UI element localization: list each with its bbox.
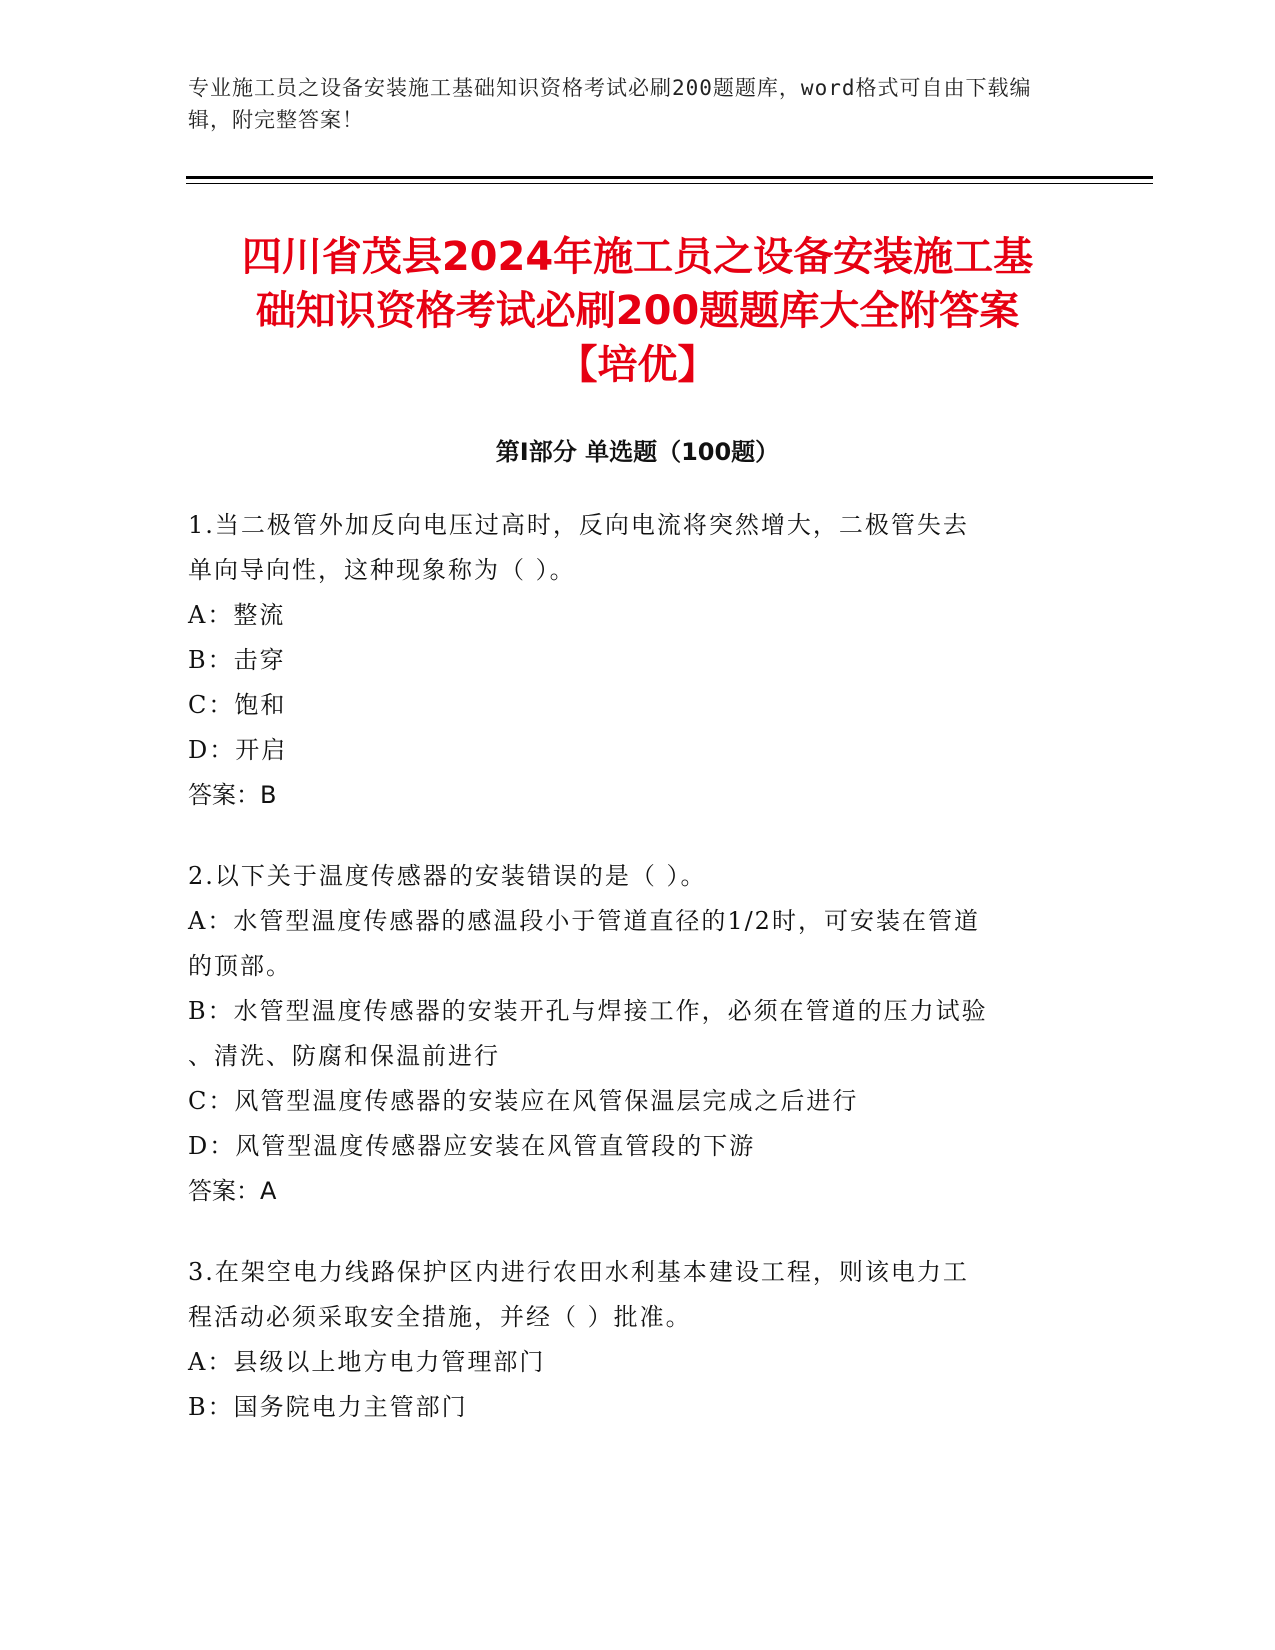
header-rule-thick <box>186 176 1153 179</box>
question-stem: 1.当二极管外加反向电压过高时，反向电流将突然增大，二极管失去 <box>188 511 969 539</box>
answer: 答案：B <box>188 781 277 809</box>
question-stem: 程活动必须采取安全措施，并经（ ）批准。 <box>188 1303 692 1331</box>
document-title <box>140 230 1135 392</box>
question-stem: 2.以下关于温度传感器的安装错误的是（ ）。 <box>188 862 707 890</box>
section-heading: 第Ⅰ部分 单选题（100题） <box>495 438 780 466</box>
option-b: B：国务院电力主管部门 <box>188 1393 468 1421</box>
option-a: A：整流 <box>188 601 286 629</box>
header-rule-thin <box>186 183 1153 184</box>
option-b: B：击穿 <box>188 646 286 674</box>
option-a-cont: 的顶部。 <box>188 952 292 980</box>
header-note: 专业施工员之设备安装施工基础知识资格考试必刷200题题库，word格式可自由下载编辑，附完整答案！ <box>188 76 1032 132</box>
question-3 <box>188 1250 1073 1430</box>
question-1 <box>188 503 1073 818</box>
option-c: C：风管型温度传感器的安装应在风管保温层完成之后进行 <box>188 1087 859 1115</box>
option-a: A：县级以上地方电力管理部门 <box>188 1348 546 1376</box>
answer: 答案：A <box>188 1177 277 1205</box>
title-line: 础知识资格考试必刷200题题库大全附答案 <box>255 288 1020 334</box>
question-stem: 3.在架空电力线路保护区内进行农田水利基本建设工程，则该电力工 <box>188 1258 969 1286</box>
option-b-cont: 、清洗、防腐和保温前进行 <box>188 1042 500 1070</box>
title-line: 四川省茂县2024年施工员之设备安装施工基 <box>241 234 1034 280</box>
option-a: A：水管型温度传感器的感温段小于管道直径的1/2时，可安装在管道 <box>188 907 980 935</box>
option-b: B：水管型温度传感器的安装开孔与焊接工作，必须在管道的压力试验 <box>188 997 988 1025</box>
option-c: C：饱和 <box>188 691 287 719</box>
title-line: 【培优】 <box>557 342 718 388</box>
option-d: D：风管型温度传感器应安装在风管直管段的下游 <box>188 1132 756 1160</box>
question-2 <box>188 854 1073 1214</box>
option-d: D：开启 <box>188 736 288 764</box>
question-stem: 单向导向性，这种现象称为（ ）。 <box>188 556 576 584</box>
